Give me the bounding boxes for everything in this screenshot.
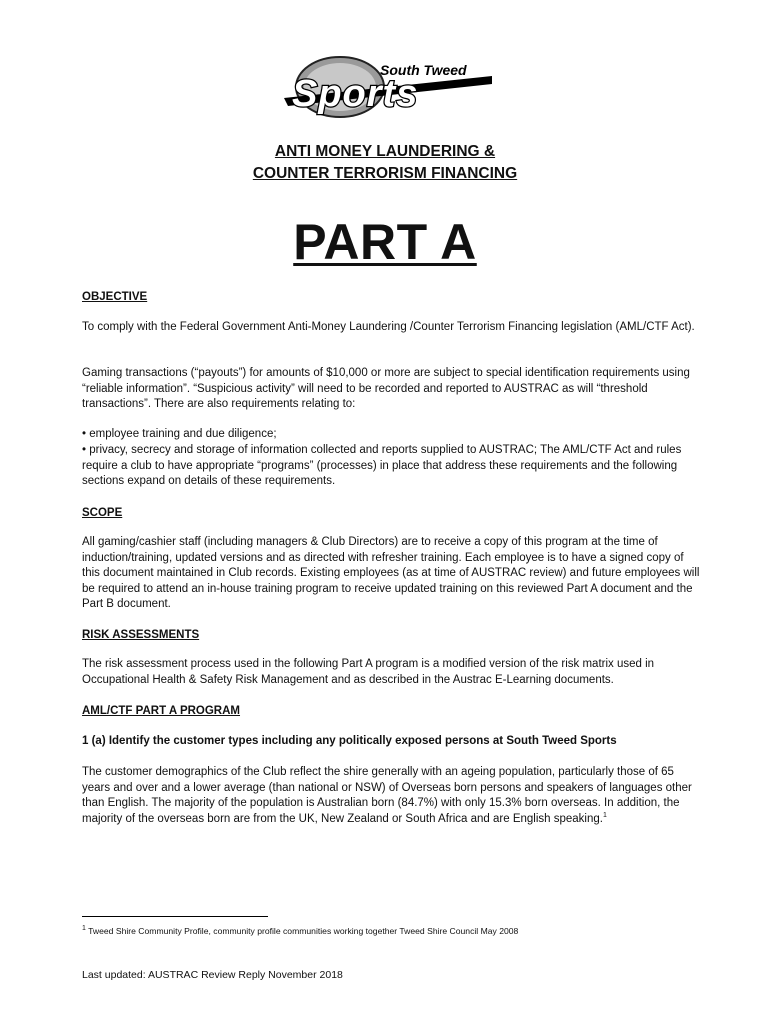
logo-line1: South Tweed xyxy=(380,62,467,78)
program-heading: AML/CTF PART A PROGRAM xyxy=(82,705,241,717)
scope-heading: SCOPE xyxy=(82,507,123,519)
footnote-reference: 1 xyxy=(602,811,607,819)
part-title-text: PART A xyxy=(293,214,477,270)
scope-paragraph: All gaming/cashier staff (including managers & Club Directors) are to receive a copy of this program at the time of induction/training, updated versions and as directed with refresher training. Each employee is to have a signed copy of this document maintained in Club records. Existing employees (as at time of AUSTRAC review) and future employees will be required to attend an in-house training program to receive updated training on this reviewed Part A document and the Part B document. xyxy=(82,536,700,611)
footnote xyxy=(82,925,518,937)
footnote-text: Tweed Shire Community Profile, community profile communities working together Tweed Shire Council May 2008 xyxy=(85,926,519,936)
part-title xyxy=(0,212,770,272)
objective-paragraph-1: To comply with the Federal Government Anti-Money Laundering /Counter Terrorism Financing legislation (AML/CTF Act). xyxy=(82,321,695,333)
page-footer: Last updated: AUSTRAC Review Reply November 2018 xyxy=(82,969,343,981)
title-line-1: ANTI MONEY LAUNDERING & xyxy=(274,143,496,160)
footnote-marker: 1 xyxy=(82,925,86,933)
logo-line2: Sports xyxy=(292,73,419,115)
risk-assessments-paragraph: The risk assessment process used in the following Part A program is a modified version of the risk matrix used in Occupational Health & Safety Risk Management and as described in the Austrac E-Learning documents. xyxy=(82,658,655,686)
south-tweed-sports-logo xyxy=(278,54,498,120)
program-subheading: 1 (a) Identify the customer types including any politically exposed persons at South Tweed Sports xyxy=(82,735,617,747)
program-paragraph xyxy=(82,765,702,827)
objective-bullet-2: • privacy, secrecy and storage of information collected and reports supplied to AUSTRAC; The AML/CTF Act and rules require a club to have appropriate “programs” (processes) in place that address these requirements and the following sections expand on details of these requirements. xyxy=(82,444,682,488)
objective-paragraph-2: Gaming transactions (“payouts”) for amounts of $10,000 or more are subject to special identification requirements using “reliable information”. “Suspicious activity” will need to be recorded and reported to AUSTRAC as will “threshold transactions”. There are also requirements relating to: xyxy=(82,367,690,411)
objective-heading: OBJECTIVE xyxy=(82,291,148,303)
objective-bullet-1: • employee training and due diligence; xyxy=(82,428,277,440)
title-line-2: COUNTER TERRORISM FINANCING xyxy=(252,165,518,182)
risk-assessments-heading: RISK ASSESSMENTS xyxy=(82,629,200,641)
program-paragraph-text: The customer demographics of the Club reflect the shire generally with an ageing population, particularly those of 65 years and over and a lower average (than national or NSW) of Overseas born persons and speakers of languages other than English. The majority of the population is Australian born (84.7%) with only 15.3% born overseas. In addition, the majority of the overseas born are from the UK, New Zealand or South Africa and are English speaking. xyxy=(82,766,692,825)
footnote-divider xyxy=(82,916,268,917)
